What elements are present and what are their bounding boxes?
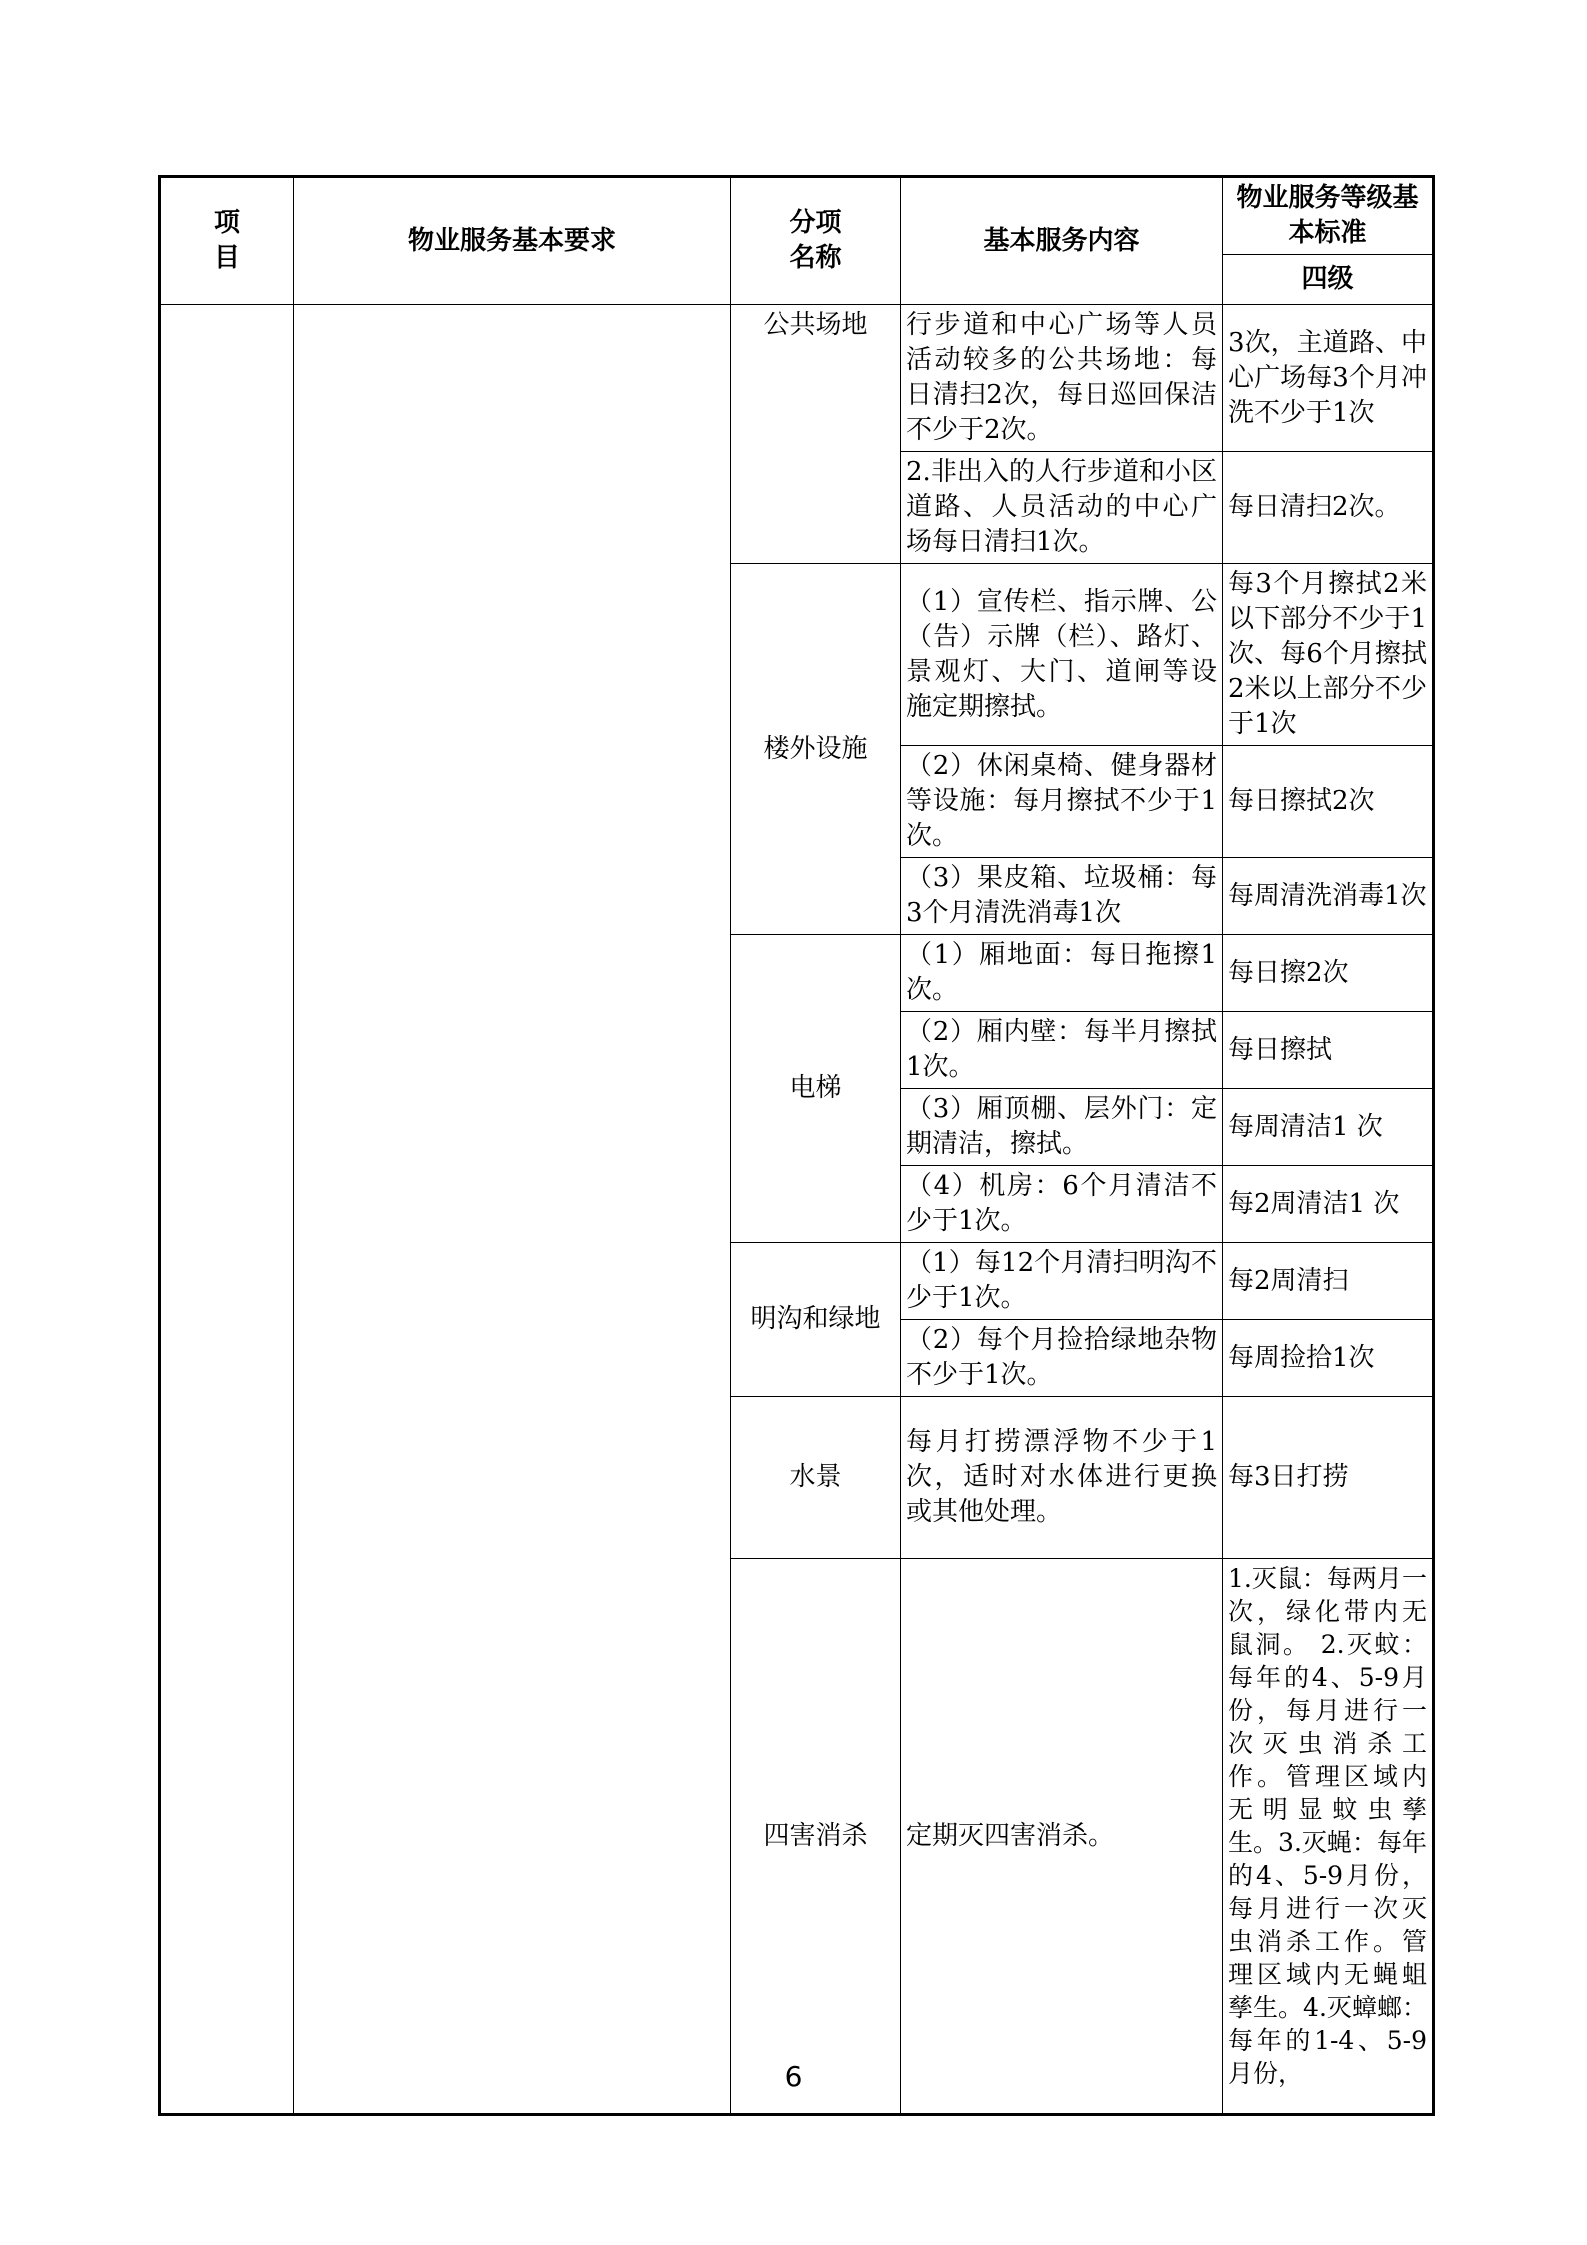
content-cell: （2）休闲桌椅、健身器材等设施：每月擦拭不少于1次。 <box>901 746 1223 858</box>
section-name: 电梯 <box>731 935 901 1243</box>
page-number: 6 <box>784 2060 803 2093</box>
header-level: 四级 <box>1223 255 1434 305</box>
standard-cell: 每日擦拭 <box>1223 1012 1434 1089</box>
standard-cell: 每日擦2次 <box>1223 935 1434 1012</box>
header-sub-line2: 名称 <box>789 243 842 273</box>
header-sub-line1: 分项 <box>789 208 842 238</box>
content-cell: （3）厢顶棚、层外门：定期清洁，擦拭。 <box>901 1089 1223 1166</box>
standard-cell: 每周捡拾1次 <box>1223 1320 1434 1397</box>
header-item <box>160 177 294 305</box>
standard-cell: 每2周清扫 <box>1223 1243 1434 1320</box>
header-item-line2: 目 <box>213 243 240 273</box>
content-cell: （2）每个月捡拾绿地杂物不少于1次。 <box>901 1320 1223 1397</box>
standard-cell: 每3个月擦拭2米以下部分不少于1次、每6个月擦拭2米以上部分不少于1次 <box>1223 564 1434 746</box>
content-cell: （1）宣传栏、指示牌、公（告）示牌（栏）、路灯、景观灯、大门、道闸等设施定期擦拭。 <box>901 564 1223 746</box>
standard-cell: 每日清扫2次。 <box>1223 452 1434 564</box>
content-cell: （1）每12个月清扫明沟不少于1次。 <box>901 1243 1223 1320</box>
requirements-cell <box>294 305 731 2115</box>
header-standard: 物业服务等级基本标准 <box>1223 177 1434 255</box>
service-standard-table <box>158 175 1435 2116</box>
standard-cell: 每3日打捞 <box>1223 1397 1434 1559</box>
standard-cell: 每周清洗消毒1次 <box>1223 858 1434 935</box>
standard-cell: 每周清洁1 次 <box>1223 1089 1434 1166</box>
content-cell: 每月打捞漂浮物不少于1次，适时对水体进行更换或其他处理。 <box>901 1397 1223 1559</box>
content-cell: 行步道和中心广场等人员活动较多的公共场地：每日清扫2次，每日巡回保洁不少于2次。 <box>901 305 1223 452</box>
section-name: 明沟和绿地 <box>731 1243 901 1397</box>
header-item-line1: 项 <box>213 208 240 238</box>
content-cell: （4）机房：6个月清洁不少于1次。 <box>901 1166 1223 1243</box>
standard-cell: 3次，主道路、中心广场每3个月冲洗不少于1次 <box>1223 305 1434 452</box>
header-sub-item <box>731 177 901 305</box>
item-cell <box>160 305 294 2115</box>
header-requirements: 物业服务基本要求 <box>294 177 731 305</box>
section-name: 水景 <box>731 1397 901 1559</box>
header-content: 基本服务内容 <box>901 177 1223 305</box>
section-name: 楼外设施 <box>731 564 901 935</box>
content-cell: （3）果皮箱、垃圾桶：每3个月清洗消毒1次 <box>901 858 1223 935</box>
content-cell: （1）厢地面：每日拖擦1次。 <box>901 935 1223 1012</box>
standard-cell: 每2周清洁1 次 <box>1223 1166 1434 1243</box>
standard-cell: 1.灭鼠：每两月一次，绿化带内无鼠洞。 2.灭蚊：每年的4、5-9月份，每月进行一次灭虫消杀工作。管理区域内无明显蚊虫孳生。3.灭蝇：每年的4、5-9月份，每月进行一次灭虫消杀工作。管理区域内无蝇蛆孳生。4.灭蟑螂：每年的1-4、5-9月份， <box>1223 1559 1434 2115</box>
content-cell: （2）厢内壁：每半月擦拭1次。 <box>901 1012 1223 1089</box>
section-name: 公共场地 <box>731 305 901 564</box>
section-name: 四害消杀 <box>731 1559 901 2115</box>
content-cell: 定期灭四害消杀。 <box>901 1559 1223 2115</box>
content-cell: 2.非出入的人行步道和小区道路、人员活动的中心广场每日清扫1次。 <box>901 452 1223 564</box>
standard-cell: 每日擦拭2次 <box>1223 746 1434 858</box>
